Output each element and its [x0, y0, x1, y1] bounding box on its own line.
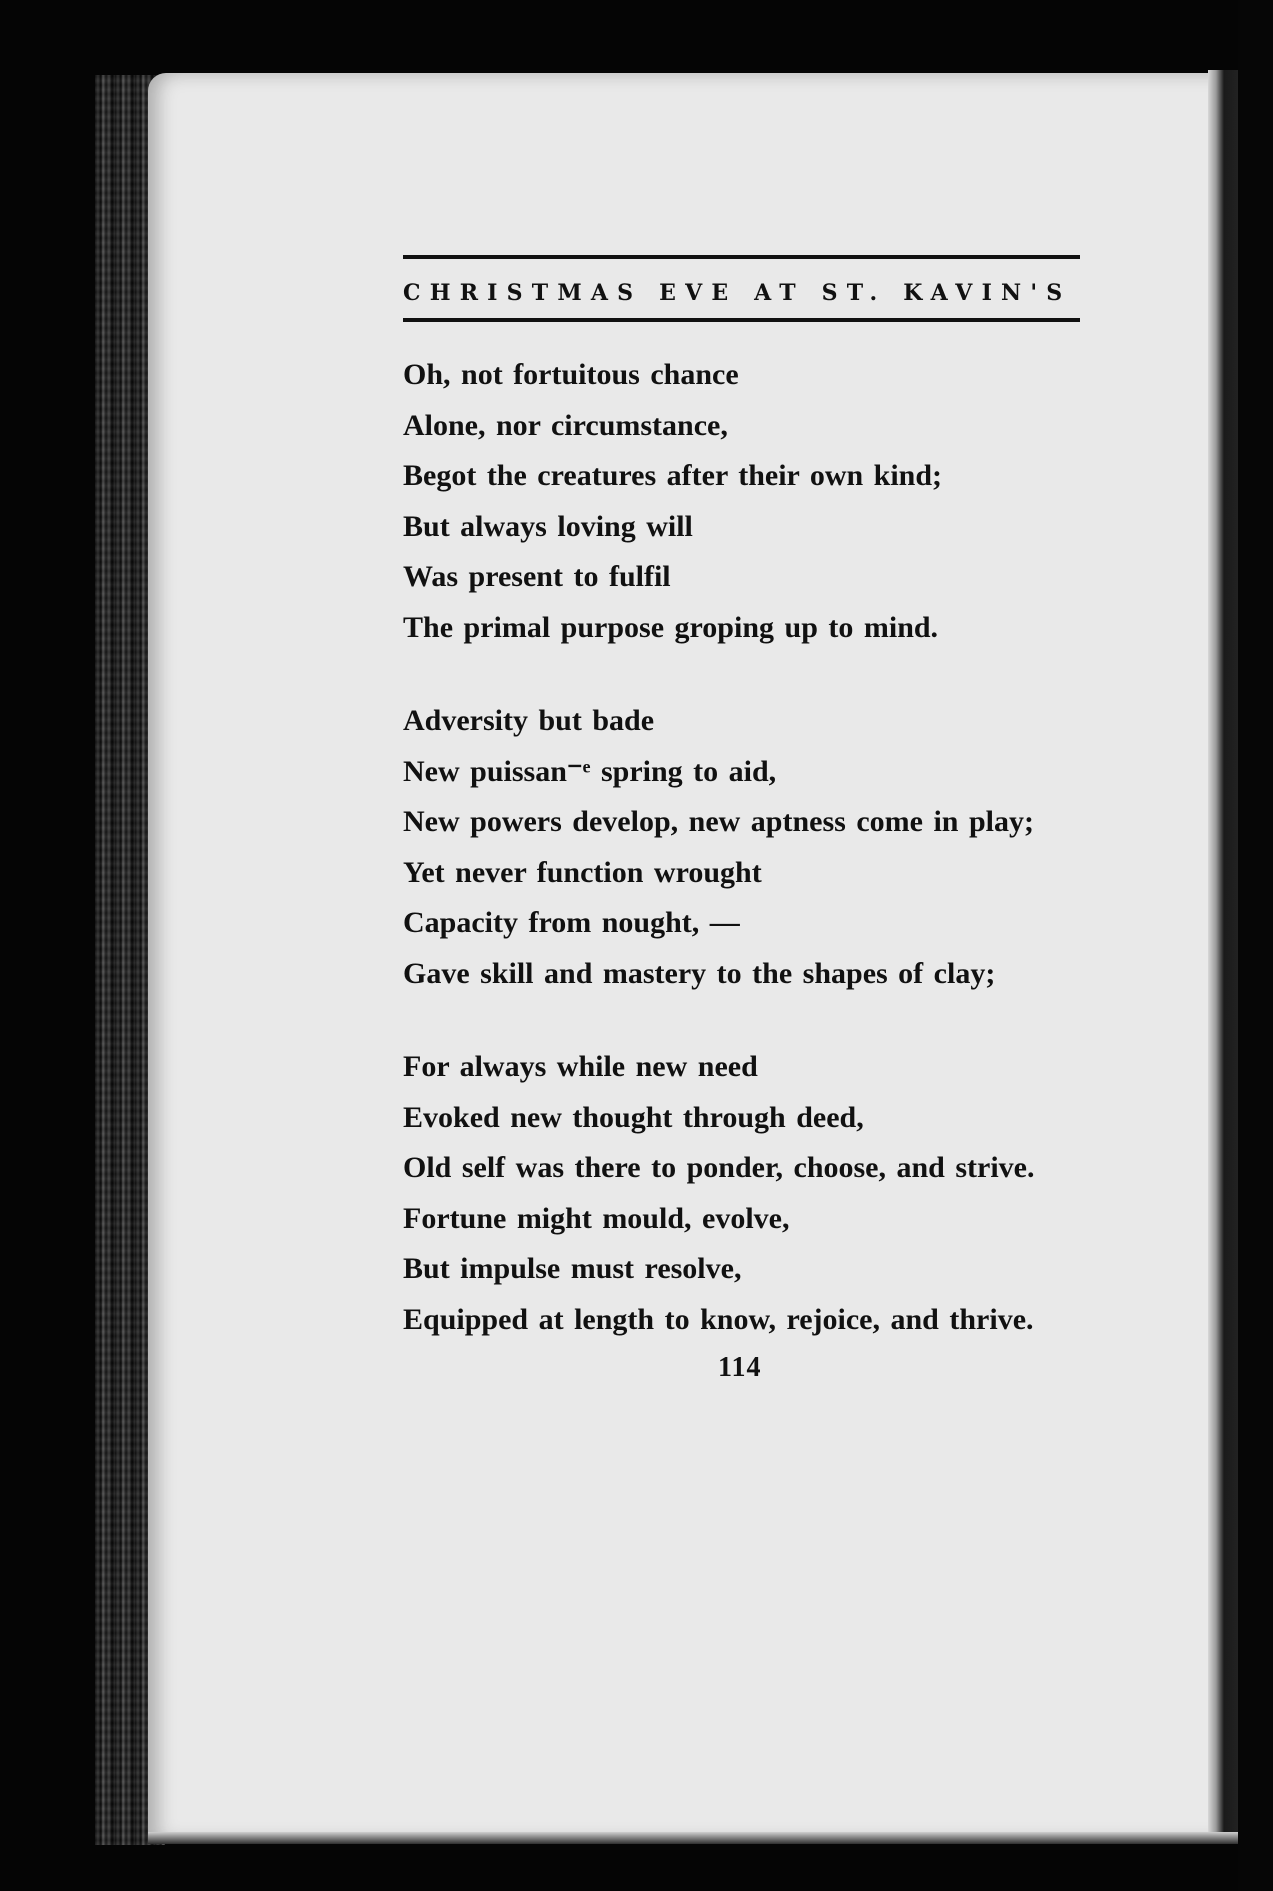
stanza-1 — [403, 350, 1103, 653]
poem-line: Begot the creatures after their own kind; — [403, 459, 943, 492]
page-number: 114 — [718, 1352, 762, 1383]
poem-line: Gave skill and mastery to the shapes of clay; — [403, 956, 996, 990]
poem-line: Equipped at length to know, rejoice, and thrive. — [403, 1302, 1034, 1336]
bottom-page-edge — [148, 1832, 1238, 1844]
poem-line: Alone, nor circumstance, — [403, 408, 728, 442]
poem-line: The primal purpose groping up to mind. — [403, 610, 939, 644]
poem-line: Capacity from nought, — — [403, 906, 740, 939]
poem-line: Adversity but bade — [403, 704, 655, 737]
poem-body — [403, 350, 1103, 1388]
poem-line: Old self was there to ponder, choose, and strive. — [403, 1151, 1035, 1184]
poem-line: Fortune might mould, evolve, — [403, 1201, 790, 1235]
poem-line: Was present to fulfil — [403, 560, 671, 593]
poem-line: Oh, not fortuitous chance — [403, 358, 739, 391]
poem-line: New puissan⁻ᵉ spring to aid, — [403, 754, 777, 788]
header-rule-top — [403, 255, 1080, 259]
poem-line: Yet never function wrought — [403, 855, 762, 889]
right-page-edge — [1208, 70, 1238, 1840]
poem-line: New powers develop, new aptness come in play; — [403, 805, 1034, 838]
poem-line: But always loving will — [403, 509, 693, 543]
stanza-2 — [403, 696, 1103, 999]
right-dark-margin — [1238, 0, 1273, 1891]
poem-line: Evoked new thought through deed, — [403, 1100, 864, 1134]
running-head: CHRISTMAS EVE AT ST. KAVIN'S — [403, 280, 1072, 306]
poem-line: But impulse must resolve, — [403, 1252, 742, 1285]
header-rule-bottom — [403, 318, 1080, 322]
stanza-3 — [403, 1042, 1103, 1345]
poem-line: For always while new need — [403, 1050, 758, 1083]
